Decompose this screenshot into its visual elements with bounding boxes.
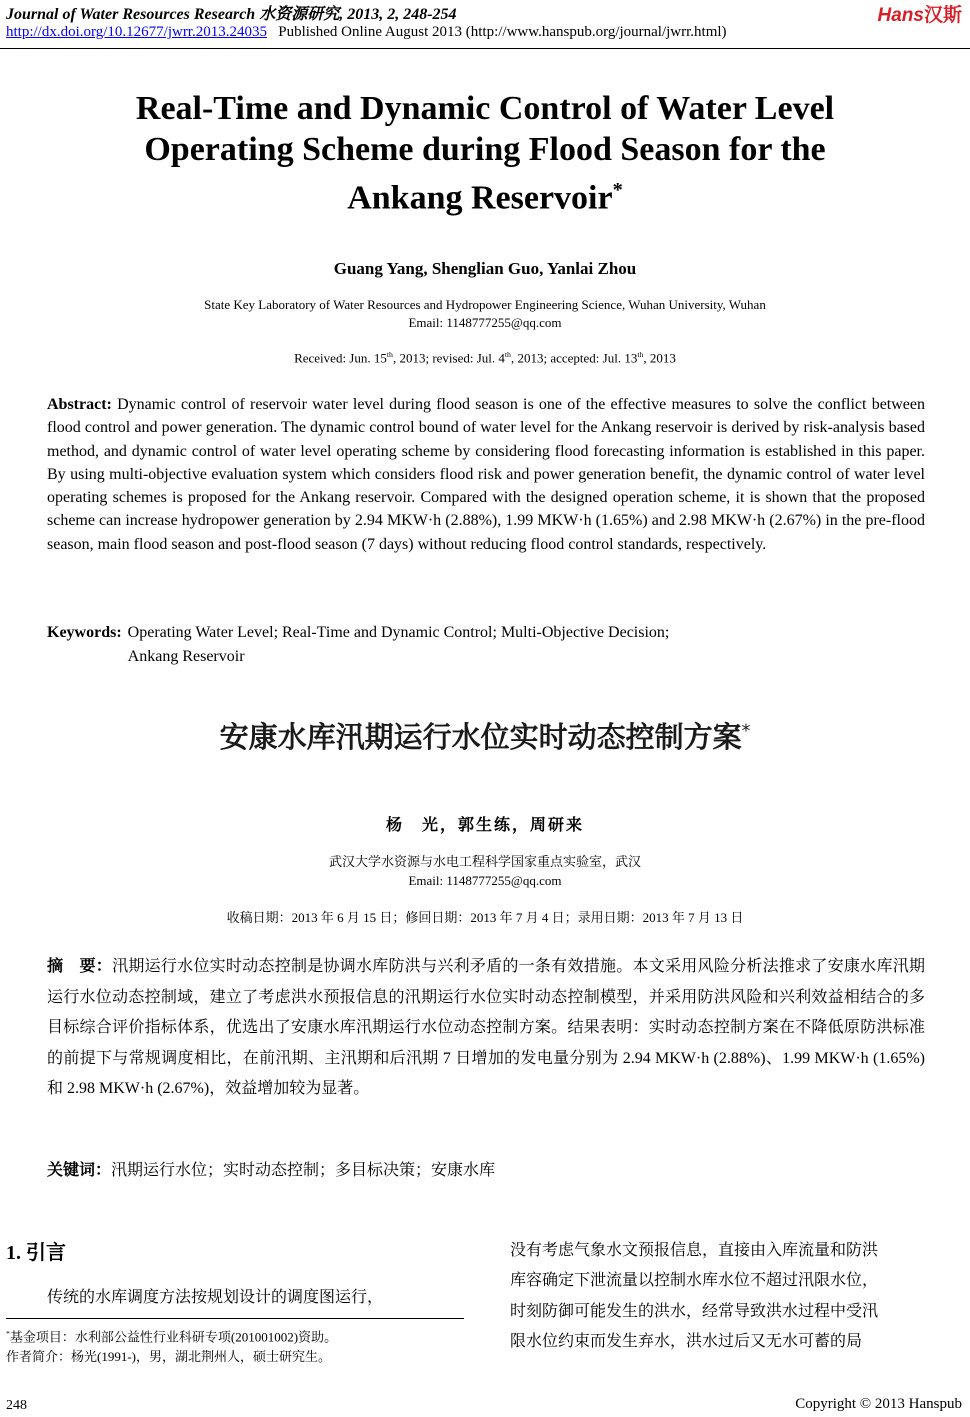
keywords-line: Ankang Reservoir [127, 648, 245, 665]
header-divider [0, 48, 970, 49]
body-text-right [510, 1236, 966, 1357]
cn-keywords [47, 1157, 495, 1180]
title-line [60, 170, 910, 218]
title-line-text: Ankang Reservoir [347, 179, 613, 217]
footnote-mark: * [741, 721, 751, 742]
doi-link[interactable]: http://dx.doi.org/10.12677/jwrr.2013.24035 [6, 24, 267, 40]
footnote-author: 作者简介：杨光(1991-)，男，湖北荆州人，硕士研究生。 [6, 1349, 331, 1365]
abstract-label: Abstract: [47, 396, 112, 413]
sup: th [504, 350, 511, 359]
body-line: 没有考虑气象水文预报信息，直接由入库流量和防洪 [510, 1242, 879, 1259]
cn-dates: 收稿日期：2013 年 6 月 15 日；修回日期：2013 年 7 月 4 日；录用日期：2013 年 7 月 13 日 [226, 910, 744, 925]
abstract-text: Dynamic control of reservoir water level during flood season is one of the effective measures to solve the conflict between flood control and power generation. The dynamic control bound of water level for the Ankang reservoir is derived by risk-analysis based method, and dynamic control of water level operating scheme by considering flood forecasting information is established in this paper. By using multi-objective evaluation system which considers flood risk and power generation benefit, the dynamic control of water level operating schemes is proposed for the Ankang reservoir. Compared with the designed operation scheme, it is shown that the proposed scheme can increase hydropower generation by 2.94 MKW·h (2.88%), 1.99 MKW·h (1.65%) and 2.98 MKW·h (2.67%) in the pre-flood season, main flood season and post-flood season (7 days) without reducing flood control standards, respectively. [47, 396, 925, 553]
sup: th [386, 350, 393, 359]
body-line: 库容确定下泄流量以控制水库水位不超过汛限水位， [510, 1272, 879, 1290]
keywords-line: Operating Water Level; Real-Time and Dynamic Control; Multi-Objective Decision; [127, 624, 670, 641]
body-line: 时刻防御可能发生的洪水，经常导致洪水过程中受汛 [510, 1302, 879, 1320]
footnote-mark: * [612, 179, 623, 201]
publisher-logo [878, 0, 962, 27]
affiliation-block [40, 296, 930, 332]
accepted: , 2013; accepted: Jul. 13 [510, 350, 638, 366]
affiliation: State Key Laboratory of Water Resources and Hydropower Engineering Science, Wuhan University, Wuhan [204, 297, 766, 312]
cn-title [40, 715, 930, 756]
title-line: Real-Time and Dynamic Control of Water Level [135, 90, 835, 127]
cn-abstract [47, 952, 925, 1105]
logo-latin: Hans [877, 5, 924, 26]
page-number: 248 [6, 1398, 27, 1413]
body-text-left: 传统的水库调度方法按规划设计的调度图运行， [47, 1289, 384, 1306]
year: , 2013 [643, 350, 676, 366]
paper-title [60, 88, 910, 218]
body-line: 限水位约束而发生弃水，洪水过后又无水可蓄的局 [510, 1332, 863, 1350]
authors: Guang Yang, Shenglian Guo, Yanlai Zhou [333, 259, 637, 278]
keywords-label: Keywords: [47, 624, 122, 641]
cn-email: Email: 1148777255@qq.com [408, 873, 562, 888]
title-line: Operating Scheme during Flood Season for the [144, 131, 826, 168]
copyright: Copyright © 2013 Hanspub [795, 1396, 962, 1412]
logo-cn: 汉斯 [923, 5, 962, 26]
footnote-mark: * [6, 1329, 10, 1338]
cn-keywords-text: 汛期运行水位；实时动态控制；多目标决策；安康水库 [111, 1162, 496, 1179]
footnote-fund [6, 1324, 337, 1347]
cn-affiliation-block [40, 852, 930, 890]
cn-affiliation: 武汉大学水资源与水电工程科学国家重点实验室，武汉 [328, 854, 641, 869]
revised: , 2013; revised: Jul. 4 [392, 350, 505, 366]
keywords [47, 621, 828, 669]
publication-line [6, 24, 727, 41]
cn-title-text: 安康水库汛期运行水位实时动态控制方案 [219, 720, 742, 754]
section-heading: 1. 引言 [6, 1242, 66, 1264]
footnote-divider [6, 1318, 464, 1319]
journal-header: Journal of Water Resources Research 水资源研究, 2013, 2, 248-254 [6, 6, 457, 23]
email: Email: 1148777255@qq.com [408, 315, 562, 330]
published-info: Published Online August 2013 (http://www.hanspub.org/journal/jwrr.html) [278, 24, 727, 40]
footnotes [6, 1324, 337, 1367]
cn-authors: 杨 光，郭生练，周研来 [385, 817, 584, 834]
fund-text: 基金项目：水利部公益性行业科研专项(201001002)资助。 [9, 1329, 338, 1345]
cn-keywords-label: 关键词： [47, 1162, 112, 1179]
abstract [47, 393, 925, 556]
cn-abstract-label: 摘 要： [47, 958, 113, 975]
received: Received: Jun. 15 [294, 350, 387, 366]
sup: th [637, 350, 644, 359]
received-dates [40, 350, 930, 366]
cn-abstract-text: 汛期运行水位实时动态控制是协调水库防洪与兴利矛盾的一条有效措施。本文采用风险分析法推求了安康水库汛期运行水位动态控制域，建立了考虑洪水预报信息的汛期运行水位实时动态控制模型，并采用防洪风险和兴利效益相结合的多目标综合评价指标体系，优选出了安康水库汛期运行水位动态控制方案。结果表明：实时动态控制方案在不降低原防洪标准的前提下与常规调度相比，在前汛期、主汛期和后汛期 7 日增加的发电量分别为 2.94 MKW·h (2.88%)、1.99 MKW·h (1.65%)和 2.98 MKW·h (2.67%)，效益增加较为显著。 [47, 958, 925, 1097]
